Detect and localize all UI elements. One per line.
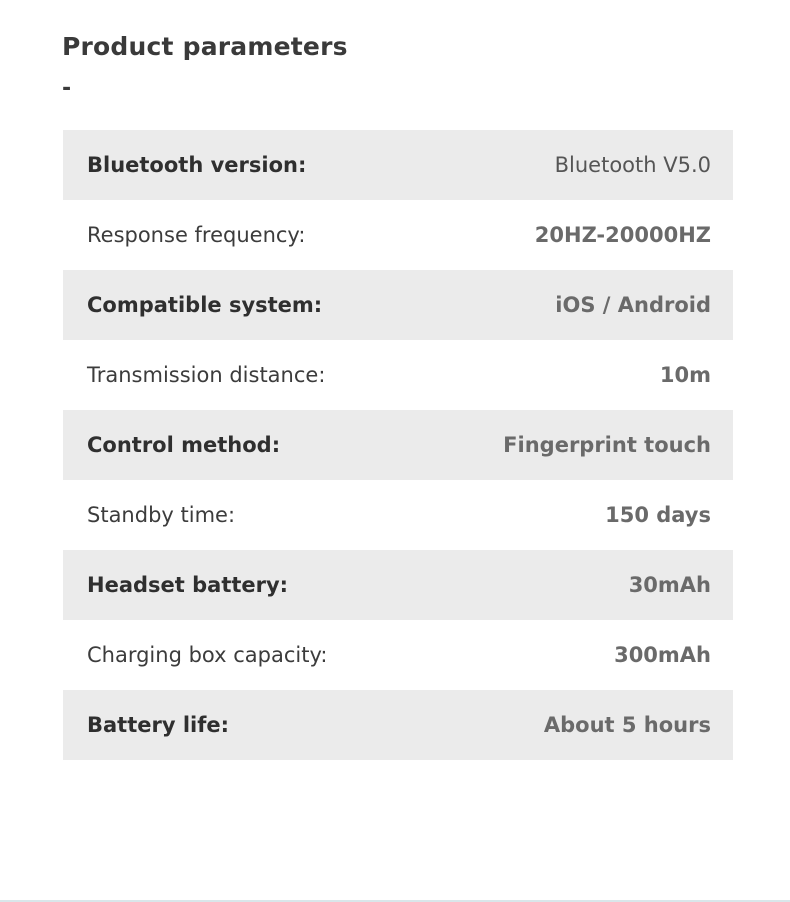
spec-value: About 5 hours (543, 713, 711, 737)
spec-label: Response frequency: (87, 223, 306, 247)
spec-label: Standby time: (87, 503, 236, 527)
spec-label: Battery life: (87, 713, 230, 737)
spec-row-control-method (63, 410, 733, 480)
spec-value: 300mAh (614, 643, 711, 667)
spec-value: Bluetooth V5.0 (554, 153, 711, 177)
spec-row-charging-box-capacity (63, 620, 733, 690)
spec-label: Transmission distance: (87, 363, 326, 387)
spec-value: 20HZ-20000HZ (534, 223, 711, 247)
spec-row-battery-life (63, 690, 733, 760)
spec-row-headset-battery (63, 550, 733, 620)
spec-label: Bluetooth version: (87, 153, 307, 177)
spec-value: 30mAh (628, 573, 711, 597)
spec-row-response-frequency (63, 200, 733, 270)
spec-row-compatible-system (63, 270, 733, 340)
spec-value: 150 days (605, 503, 711, 527)
spec-row-transmission-distance (63, 340, 733, 410)
spec-table (63, 130, 733, 760)
spec-label: Control method: (87, 433, 281, 457)
spec-label: Compatible system: (87, 293, 323, 317)
spec-label: Headset battery: (87, 573, 289, 597)
spec-row-bluetooth-version (63, 130, 733, 200)
spec-value: iOS / Android (555, 293, 711, 317)
page-title: Product parameters (62, 32, 348, 61)
spec-row-standby-time (63, 480, 733, 550)
title-dash: - (62, 76, 72, 101)
spec-value: Fingerprint touch (503, 433, 711, 457)
spec-value: 10m (659, 363, 711, 387)
spec-label: Charging box capacity: (87, 643, 328, 667)
